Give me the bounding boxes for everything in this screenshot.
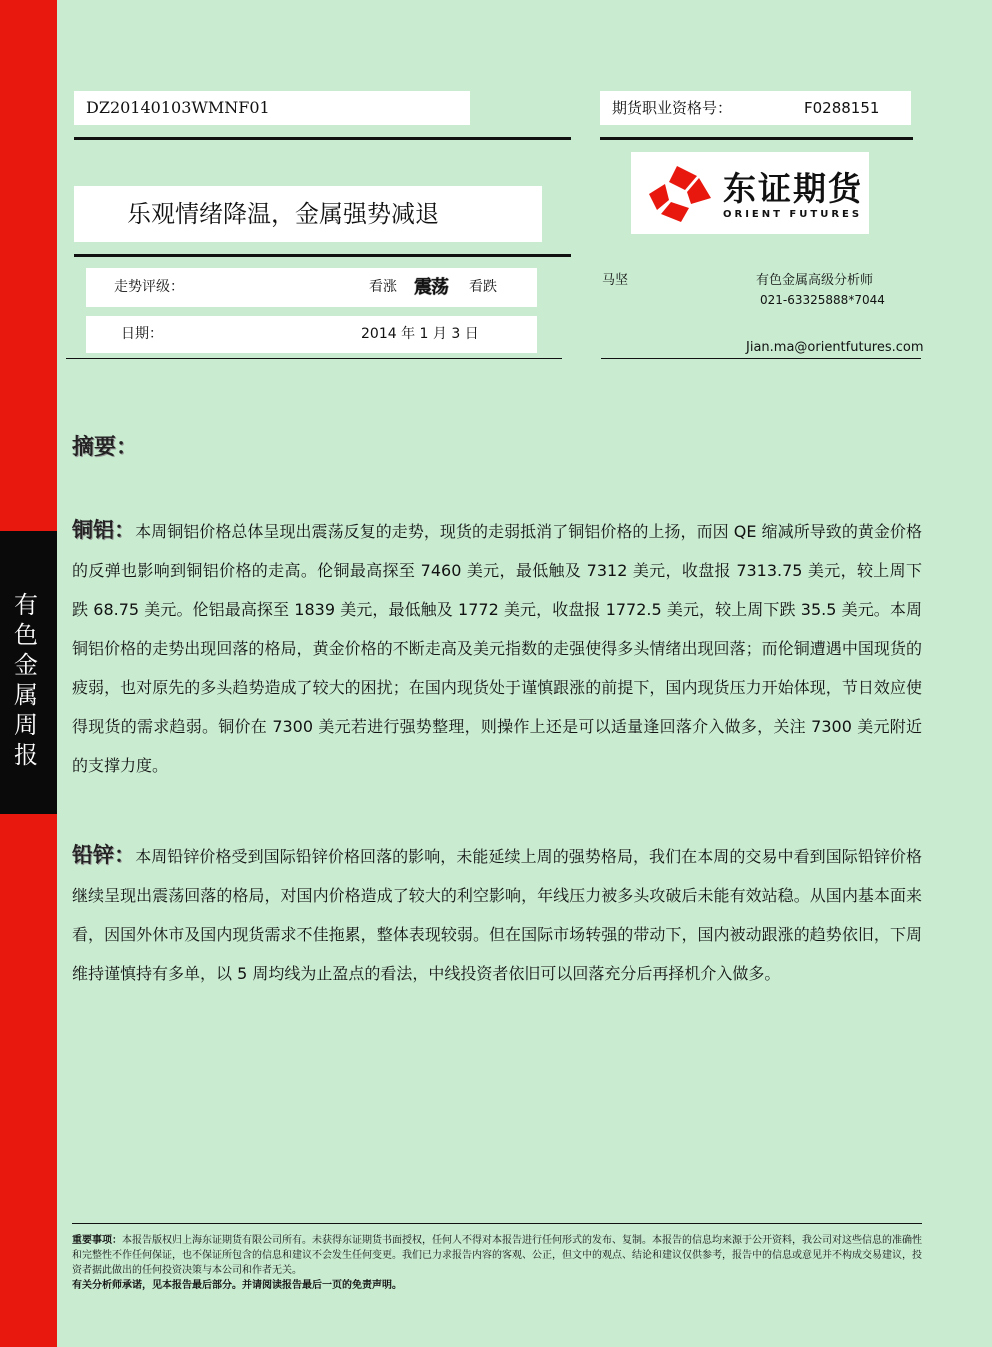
company-logo (631, 152, 869, 234)
divider-line (74, 137, 571, 140)
analyst-email[interactable]: Jian.ma@orientfutures.com (746, 340, 924, 355)
sidebar-category-label: 有 色 金 属 周 报 (14, 591, 38, 769)
divider-line (72, 1223, 922, 1224)
trend-rating (86, 268, 537, 307)
report-code: DZ20140103WMNF01 (74, 91, 470, 125)
analyst-name: 马坚 (602, 273, 629, 288)
divider-line (601, 358, 921, 359)
divider-line (66, 358, 562, 359)
summary-heading: 摘要： (72, 435, 139, 460)
report-title: 乐观情绪降温，金属强势减退 (74, 186, 542, 242)
orient-futures-logo-icon (647, 164, 713, 224)
section-body: 本周铅锌价格受到国际铅锌价格回落的影响，未能延续上周的强势格局，我们在本周的交易中看到国际铅锌价格继续呈现出震荡回落的格局，对国内价格造成了较大的利空影响，年线压力被多头攻破后未能有效站稳。从国内基本面来看，因国外休市及国内现货需求不佳拖累，整体表现较弱。但在国际市场转强的带动下，国内被动跟涨的趋势依旧，下周维持谨慎持有多单，以 5 周均线为止盈点的看法，中线投资者依旧可以回落充分后再择机介入做多。 (72, 847, 922, 983)
disclaimer-label: 重要事项： (72, 1235, 122, 1246)
license-label: 期货职业资格号： (612, 99, 733, 117)
date-label: 日期： (121, 326, 163, 342)
disclaimer (72, 1233, 922, 1293)
divider-line (74, 254, 571, 257)
license-number: F0288151 (804, 99, 880, 117)
logo-chinese-name: 东证期货 (723, 169, 863, 208)
disclaimer-footer: 有关分析师承诺，见本报告最后部分。并请阅读报告最后一页的免责声明。 (72, 1280, 402, 1291)
section-heading: 铅锌： (72, 843, 136, 867)
logo-english-name: ORIENT FUTURES (723, 209, 863, 220)
disclaimer-text: 本报告版权归上海东证期货有限公司所有。未获得东证期货书面授权，任何人不得对本报告进行任何形式的发布、复制。本报告的信息均来源于公开资料，我公司对这些信息的准确性和完整性不作任何保证，也不保证所包含的信息和建议不会发生任何变更。我们已力求报告内容的客观、公正，但文中的观点、结论和建议仅供参考，报告中的信息或意见并不构成交易建议，投资者据此做出的任何投资决策与本公司和作者无关。 (72, 1235, 922, 1276)
rating-down: 看跌 (469, 279, 497, 295)
section-lead-zinc (72, 836, 922, 993)
analyst-title: 有色金属高级分析师 (756, 273, 874, 288)
report-date (86, 316, 537, 353)
divider-line (600, 137, 913, 140)
date-value: 2014 年 1 月 3 日 (361, 326, 479, 342)
analyst-phone: 021-63325888*7044 (760, 293, 885, 307)
rating-up: 看涨 (369, 279, 397, 295)
rating-label: 走势评级： (114, 279, 184, 295)
rating-selected: 震荡 (414, 277, 448, 298)
section-body: 本周铜铝价格总体呈现出震荡反复的走势，现货的走弱抵消了铜铝价格的上扬，而因 QE 缩减所导致的黄金价格的反弹也影响到铜铝价格的走高。伦铜最高探至 7460 美元，最低触及 7312 美元，收盘报 7313.75 美元，较上周下跌 68.75 美元。伦铝最高探至 1839 美元，最低触及 1772 美元，收盘报 1772.5 美元，较上周下跌 35.5 美元。本周铜铝价格的走势出现回落的格局，黄金价格的不断走高及美元指数的走强使得多头情绪出现回落；而伦铜遭遇中国现货的疲弱，也对原先的多头趋势造成了较大的困扰；在国内现货处于谨慎跟涨的前提下，国内现货压力开始体现，节日效应使得现货的需求趋弱。铜价在 7300 美元若进行强势整理，则操作上还是可以适量逢回落介入做多，关注 7300 美元附近的支撑力度。 (72, 522, 922, 775)
section-copper-aluminum (72, 511, 922, 785)
license-box (600, 91, 911, 125)
section-heading: 铜铝： (72, 518, 136, 542)
